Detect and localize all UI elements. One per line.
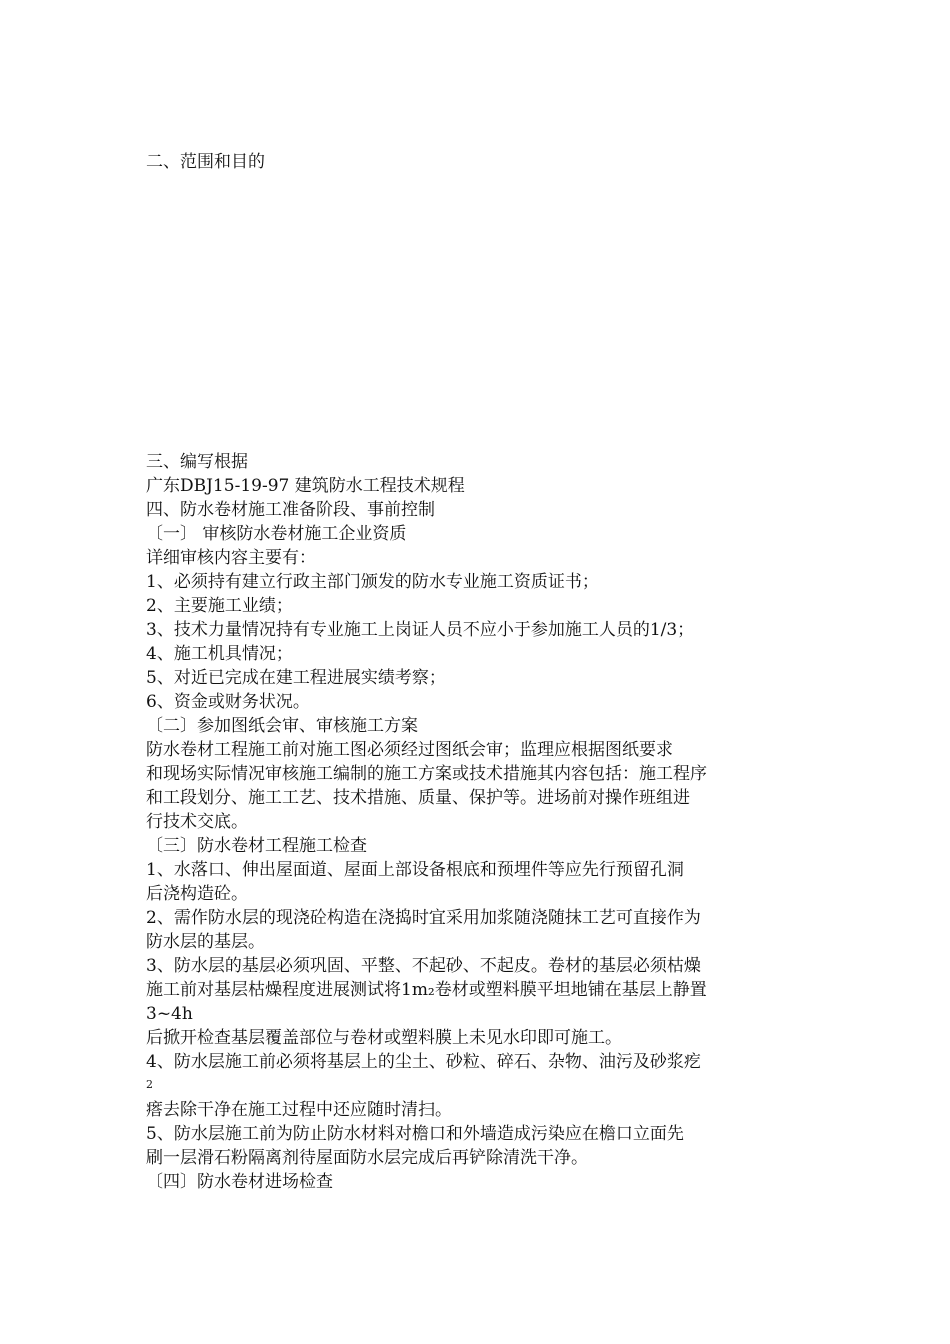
list-item: 4、施工机具情况； [146,644,293,664]
subsection-heading-4: 〔四〕防水卷材进场检查 [146,1172,333,1192]
page-number: 2 [146,1078,153,1091]
paragraph-line: 后浇构造砼。 [146,884,248,904]
paragraph-line: 防水层的基层。 [146,932,265,952]
section-heading-preparation: 四、防水卷材施工准备阶段、事前控制 [146,500,435,520]
list-item: 5、对近已完成在建工程进展实绩考察； [146,668,446,688]
paragraph-line: 和现场实际情况审核施工编制的施工方案或技术措施其内容包括：施工程序 [146,764,707,784]
subsection-heading-1: 〔一〕 审核防水卷材施工企业资质 [146,524,407,544]
list-item: 2、主要施工业绩； [146,596,293,616]
list-item: 6、资金或财务状况。 [146,692,310,712]
list-item: 1、必须持有建立行政主部门颁发的防水专业施工资质证书； [146,572,599,592]
paragraph-line: 瘩去除干净在施工过程中还应随时清扫。 [146,1100,452,1120]
paragraph-line: 4、防水层施工前必须将基层上的尘土、砂粒、碎石、杂物、油污及砂浆疙 [146,1052,701,1072]
paragraph-line: 3~4h [146,1004,193,1024]
paragraph-line: 1、水落口、伸出屋面道、屋面上部设备根底和预埋件等应先行预留孔洞 [146,860,684,880]
paragraph-line: 2、需作防水层的现浇砼构造在浇捣时宜采用加浆随浇随抹工艺可直接作为 [146,908,701,928]
subsection-heading-3: 〔三〕防水卷材工程施工检查 [146,836,367,856]
paragraph-line: 详细审核内容主要有： [146,548,316,568]
standard-reference: 广东DBJ15-19-97 建筑防水工程技术规程 [146,476,465,496]
paragraph-line: 行技术交底。 [146,812,248,832]
paragraph-line: 刷一层滑石粉隔离剂待屋面防水层完成后再铲除清洗干净。 [146,1148,588,1168]
paragraph-line: 施工前对基层枯燥程度进展测试将1m₂卷材或塑料膜平坦地铺在基层上静置 [146,980,707,1000]
paragraph-line: 和工段划分、施工工艺、技术措施、质量、保护等。进场前对操作班组进 [146,788,690,808]
paragraph-line: 5、防水层施工前为防止防水材料对檐口和外墙造成污染应在檐口立面先 [146,1124,684,1144]
section-heading-scope: 二、范围和目的 [146,152,265,172]
section-heading-basis: 三、编写根据 [146,452,248,472]
paragraph-line: 后掀开检查基层覆盖部位与卷材或塑料膜上未见水印即可施工。 [146,1028,622,1048]
list-item: 3、技术力量情况持有专业施工上岗证人员不应小于参加施工人员的1/3； [146,620,695,640]
paragraph-line: 防水卷材工程施工前对施工图必须经过图纸会审；监理应根据图纸要求 [146,740,673,760]
paragraph-line: 3、防水层的基层必须巩固、平整、不起砂、不起皮。卷材的基层必须枯燥 [146,956,701,976]
subsection-heading-2: 〔二〕参加图纸会审、审核施工方案 [146,716,418,736]
